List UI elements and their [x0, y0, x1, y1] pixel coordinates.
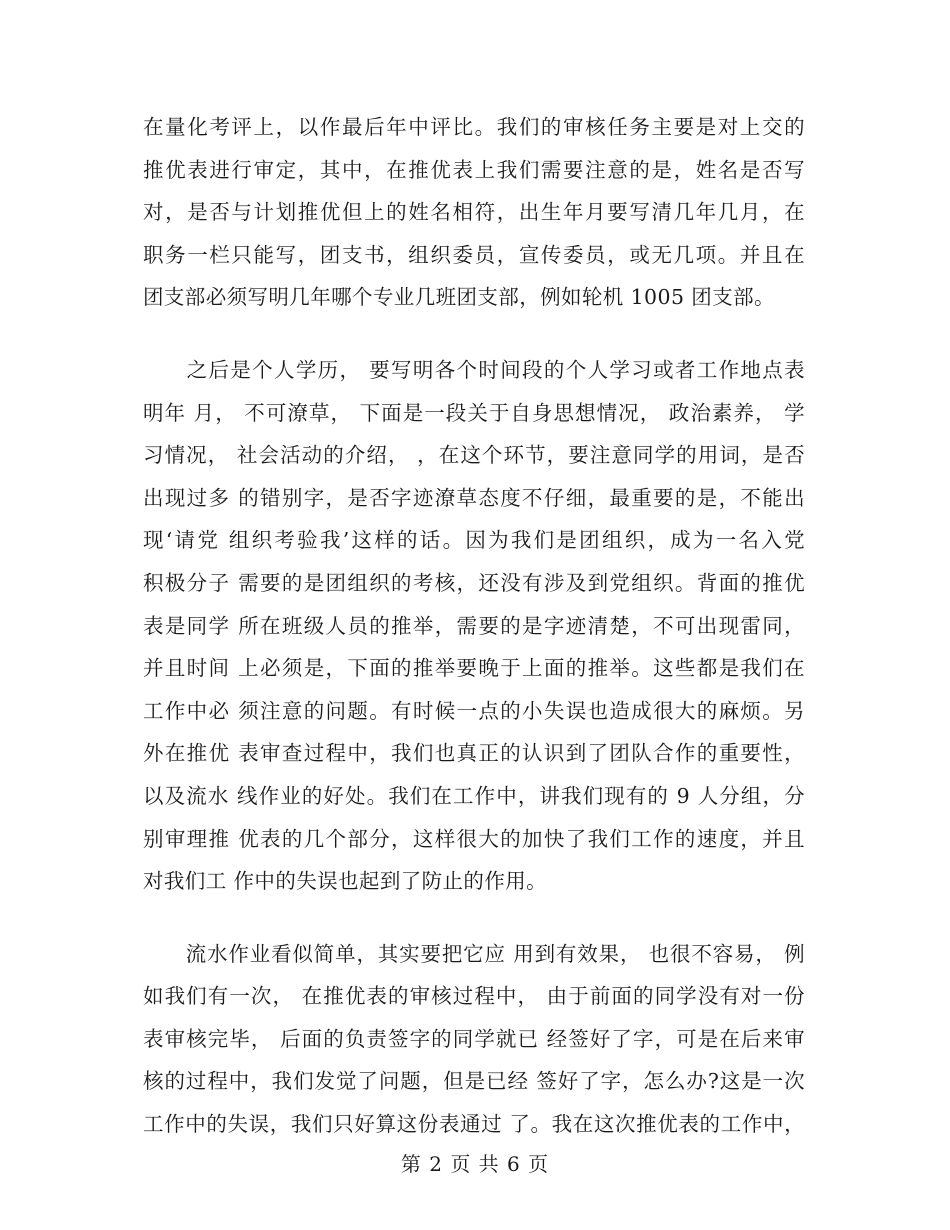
text-line: 别审理推 优表的几个部分，这样很大的加快了我们工作的速度，并且	[143, 826, 805, 851]
text-line: 核的过程中，我们发觉了问题，但是已经 签好了字，怎么办?这是一次	[143, 1069, 805, 1094]
text-line: 积极分子 需要的是团组织的考核，还没有涉及到党组织。背面的推优	[143, 570, 805, 595]
paragraph-1	[143, 106, 805, 319]
text-line: 推优表进行审定，其中，在推优表上我们需要注意的是，姓名是否写	[143, 157, 805, 182]
text-line: 流水作业看似简单，其实要把它应 用到有效果， 也很不容易， 例	[143, 941, 805, 966]
text-line: 习情况， 社会活动的介绍， ，在这个环节，要注意同学的用词，是否	[143, 443, 805, 468]
page-number-footer: 第 2 页 共 6 页	[400, 1152, 550, 1176]
text-line: 现‘请党 组织考验我’这样的话。因为我们是团组织，成为一名入党	[143, 528, 805, 553]
text-line: 对我们工 作中的失误也起到了防止的作用。	[143, 869, 548, 894]
text-line: 明年 月， 不可潦草， 下面是一段关于自身思想情况， 政治素养， 学	[143, 400, 805, 425]
text-line: 在量化考评上，以作最后年中评比。我们的审核任务主要是对上交的	[143, 115, 805, 139]
body-text	[143, 106, 805, 1146]
text-line: 职务一栏只能写，团支书，组织委员，宣传委员，或无几项。并且在	[143, 242, 805, 267]
paragraph-3	[143, 933, 805, 1146]
text-line: 如我们有一次， 在推优表的审核过程中， 由于前面的同学没有对一份	[143, 984, 805, 1009]
text-line: 外在推优 表审查过程中，我们也真正的认识到了团队合作的重要性，	[143, 741, 805, 766]
paragraph-2	[143, 349, 805, 903]
text-line: 表是同学 所在班级人员的推举，需要的是字迹清楚，不可出现雷同，	[143, 613, 805, 638]
text-line: 以及流水 线作业的好处。我们在工作中，讲我们现有的 9 人分组，分	[143, 783, 805, 808]
text-line: 对，是否与计划推优但上的姓名相符，出生年月要写清几年几月，在	[143, 200, 805, 225]
text-line: 团支部必须写明几年哪个专业几班团支部，例如轮机 1005 团支部。	[143, 285, 775, 310]
text-line: 表审核完毕， 后面的负责签字的同学就已 经签好了字，可是在后来审	[143, 1026, 805, 1051]
paragraph-spacer	[143, 319, 805, 349]
text-line: 工作中的失误，我们只好算这份表通过 了。我在这次推优表的工作中，	[143, 1112, 805, 1137]
text-line: 之后是个人学历， 要写明各个时间段的个人学习或者工作地点表	[143, 357, 805, 382]
paragraph-spacer	[143, 903, 805, 933]
text-line: 出现过多 的错别字，是否字迹潦草态度不仔细，最重要的是，不能出	[143, 485, 805, 510]
text-line: 工作中必 须注意的问题。有时候一点的小失误也造成很大的麻烦。另	[143, 698, 805, 723]
text-line: 并且时间 上必须是，下面的推举要晚于上面的推举。这些都是我们在	[143, 656, 805, 681]
